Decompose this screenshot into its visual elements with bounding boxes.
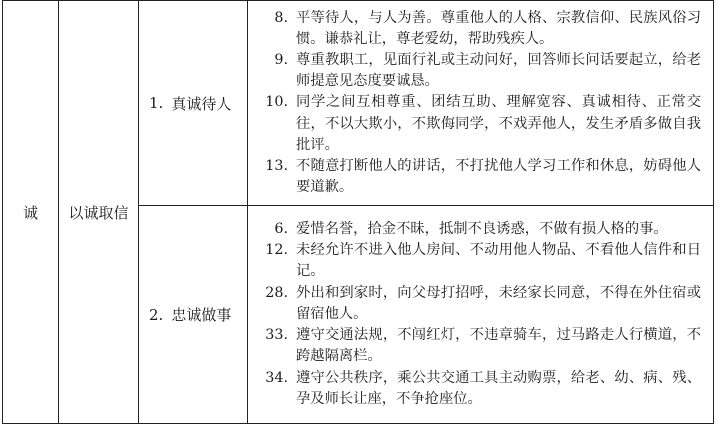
list-item: [262, 8, 701, 50]
code-of-conduct-table: [2, 0, 714, 424]
item-list: [248, 213, 713, 416]
list-item: [262, 92, 701, 156]
item-text: 同学之间互相尊重、团结互助、理解宽容、真诚相待、正常交往，不以大欺小，不欺侮同学，不戏弄他人，发生矛盾多做自我批评。: [296, 94, 701, 153]
list-item: [262, 219, 701, 240]
list-item: [262, 368, 701, 410]
subtopic-label: [149, 304, 247, 325]
item-text: 平等待人，与人为善。尊重他人的人格、宗教信仰、民族风俗习惯。谦恭礼让，尊老爱幼，帮助残疾人。: [296, 9, 701, 47]
item-text: 遵守公共秩序，乘公共交通工具主动购票，给老、幼、病、残、孕及师长让座，不争抢座位。: [296, 369, 701, 407]
theme-cell: [59, 1, 139, 424]
item-number: 28.: [265, 284, 288, 301]
item-number: 8.: [274, 9, 288, 26]
subtopic-cell: [139, 1, 248, 206]
list-item: [262, 156, 701, 198]
items-cell: [248, 206, 714, 424]
item-number: 9.: [274, 51, 288, 68]
item-number: 13.: [265, 158, 288, 174]
item-text: 遵守交通法规，不闯红灯，不违章骑车，过马路走人行横道，不跨越隔离栏。: [296, 327, 701, 365]
item-text: 不随意打断他人的讲话，不打扰他人学习工作和休息，妨碍他人要道歉。: [296, 158, 701, 196]
item-number: 34.: [265, 369, 288, 386]
list-item: [262, 283, 701, 325]
subtopic-title: 忠诚做事: [171, 306, 232, 324]
item-text: 外出和到家时，向父母打招呼，未经家长同意，不得在外住宿或留宿他人。: [296, 284, 701, 322]
item-list: [248, 2, 713, 205]
item-number: 33.: [265, 327, 288, 344]
item-text: 未经允许不进入他人房间、不动用他人物品、不看他人信件和日记。: [296, 242, 701, 280]
table-row: [3, 1, 714, 206]
list-item: [262, 325, 701, 367]
list-item: [262, 50, 701, 92]
subtopic-number: 2.: [149, 305, 164, 324]
virtue-cell: [3, 1, 59, 424]
item-number: 6.: [274, 221, 288, 238]
item-text: 尊重教职工，见面行礼或主动问好，回答师长问话要起立，给老师提意见态度要诚恳。: [296, 51, 701, 90]
subtopic-title: 真诚待人: [171, 94, 232, 113]
item-text: 爱惜名誉，拾金不昧，抵制不良诱惑，不做有损人格的事。: [296, 221, 668, 238]
subtopic-number: 1.: [149, 94, 164, 112]
virtue-label: 诚: [22, 203, 38, 222]
theme-label: 以诚取信: [68, 203, 129, 222]
item-number: 10.: [265, 94, 288, 111]
item-number: 12.: [265, 242, 288, 259]
subtopic-cell: [139, 206, 248, 424]
items-cell: [248, 1, 714, 206]
subtopic-label: [149, 93, 247, 114]
list-item: [262, 240, 701, 282]
